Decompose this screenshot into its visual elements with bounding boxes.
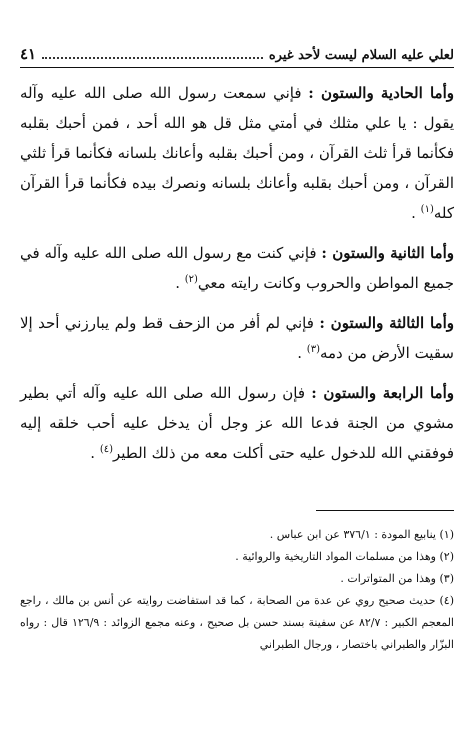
paragraph-lead: وأما الثالثة والستون :: [319, 314, 454, 332]
paragraph-64: [20, 378, 454, 468]
main-text: [20, 78, 454, 478]
paragraph-end: .: [175, 274, 185, 292]
paragraph-body: فإني سمعت رسول الله صلى الله عليه وآله يقول : يا علي مثلك في أمتي مثل قل هو الله أحد ، فمن أحبك بقلبه فكأنما قرأ ثلث القرآن ، ومن أحبك بقلبه وأعانك بلسانه فكأنما قرأ ثلثي القرآن ، ومن أحبك بقلبه وأعانك بلسانه ونصرك بيده فكأنما قرأ القرآن كله: [20, 84, 454, 222]
footnote-2: (٢) وهذا من مسلمات المواد التاريخية والروائية .: [235, 550, 454, 563]
footnote-separator: [316, 510, 454, 511]
paragraph-lead: وأما الرابعة والستون :: [311, 384, 454, 402]
paragraph-63: [20, 308, 454, 368]
footnotes: [20, 524, 454, 656]
paragraph-lead: وأما الثانية والستون :: [321, 244, 455, 262]
paragraph-61: [20, 78, 454, 228]
paragraph-body: فإن رسول الله صلى الله عليه وآله أتي بطير مشوي من الجنة فدعا الله عز وجل أن يدخل عليه أحب خلقه إليه فوفقني الله للدخول عليه حتى أكلت معه من ذلك الطير: [20, 384, 454, 462]
header-dot-leader: [42, 57, 263, 59]
paragraph-end: .: [411, 204, 421, 222]
paragraph-end: .: [90, 444, 100, 462]
footnote-3: (٣) وهذا من المتواترات .: [340, 572, 454, 585]
footnote-ref: (٢): [184, 274, 198, 285]
footnote-4: (٤) حديث صحيح روي عن عدة من الصحابة ، كما قد استفاضت روايته عن أنس بن مالك ، راجع المعجم الكبير : ٨٢/٧ عن سفينة بسند حسن بل صحيح ، وعنه مجمع الزوائد : ١٢٦/٩ قال : رواه البزّار والطبراني باختصار ، ورجال الطبراني: [20, 594, 454, 651]
paragraph-body: فإني كنت مع رسول الله صلى الله عليه وآله في جميع المواطن والحروب وكانت رايته معي: [20, 244, 454, 292]
footnote-1: (١) ينابيع المودة : ٣٧٦/١ عن ابن عباس .: [269, 528, 454, 541]
footnote-ref: (٤): [99, 444, 113, 455]
paragraph-body: فإني لم أفر من الزحف قط ولم يبارزني أحد إلا سقيت الأرض من دمه: [20, 314, 454, 362]
page-number: ٤١: [20, 45, 37, 63]
paragraph-62: [20, 238, 454, 298]
running-title: لعلي عليه السلام ليست لأحد غيره: [268, 48, 454, 63]
footnote-ref: (١): [420, 204, 434, 215]
running-header: [20, 40, 454, 68]
paragraph-lead: وأما الحادية والستون :: [308, 84, 455, 102]
paragraph-end: .: [297, 344, 307, 362]
footnote-ref: (٣): [306, 344, 320, 355]
